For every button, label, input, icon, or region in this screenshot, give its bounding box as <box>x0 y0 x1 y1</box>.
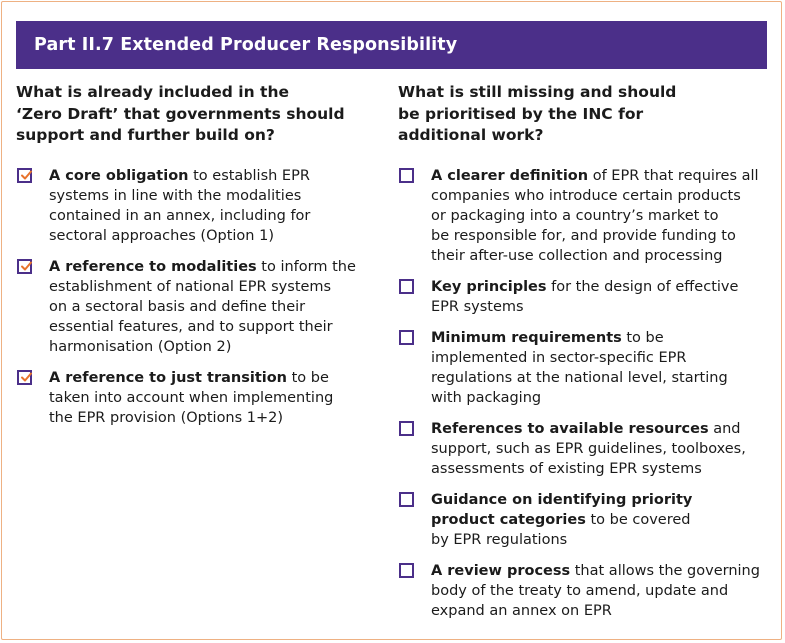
heading-line: What is still missing and should <box>398 83 677 101</box>
item-text: be responsible for, and provide funding to <box>431 227 736 244</box>
item-text-line <box>431 368 770 388</box>
empty-checkbox-icon <box>399 492 414 507</box>
item-text: their after-use collection and processing <box>431 247 723 264</box>
item-key-phrase: A core obligation <box>49 167 189 184</box>
checklist-item <box>398 419 770 479</box>
item-text: EPR systems <box>431 298 524 315</box>
checklist-item <box>398 166 770 266</box>
item-text: with packaging <box>431 389 542 406</box>
item-text: to be <box>287 369 329 386</box>
item-text: establishment of national EPR systems <box>49 278 332 295</box>
item-text-line <box>431 601 770 621</box>
item-text-line <box>431 166 770 186</box>
item-text: companies who introduce certain products <box>431 187 741 204</box>
item-text-line <box>431 297 770 317</box>
item-text: harmonisation (Option 2) <box>49 338 232 355</box>
item-text-line <box>49 368 366 388</box>
item-text-line <box>49 166 366 186</box>
item-text-line <box>431 186 770 206</box>
item-key-phrase: Key principles <box>431 278 547 295</box>
item-text-line <box>431 206 770 226</box>
item-text: expand an annex on EPR <box>431 602 612 619</box>
item-text: to inform the <box>256 258 356 275</box>
missing-heading <box>398 82 770 147</box>
item-text-line <box>431 439 770 459</box>
item-text: by EPR regulations <box>431 531 568 548</box>
checklist-item <box>398 328 770 408</box>
item-text: regulations at the national level, starting <box>431 369 728 386</box>
item-text: sectoral approaches (Option 1) <box>49 227 274 244</box>
empty-checkbox-icon <box>399 421 414 436</box>
section-header <box>16 21 767 69</box>
item-text-line <box>49 186 366 206</box>
item-text-line <box>431 328 770 348</box>
empty-checkbox-icon <box>399 279 414 294</box>
checked-checkbox-icon <box>17 370 32 385</box>
item-text: on a sectoral basis and define their <box>49 298 306 315</box>
checked-checkbox-icon <box>17 168 32 183</box>
item-text-line <box>431 490 770 510</box>
item-key-phrase: A clearer definition <box>431 167 589 184</box>
item-text: implemented in sector-specific EPR <box>431 349 687 366</box>
item-text: to be covered <box>585 511 691 528</box>
item-text: systems in line with the modalities <box>49 187 302 204</box>
item-text-line <box>49 226 366 246</box>
section-title: Part II.7 Extended Producer Responsibility <box>34 35 458 55</box>
item-text-line <box>431 581 770 601</box>
item-key-phrase: Guidance on identifying priority <box>431 491 693 508</box>
item-text: of EPR that requires all <box>588 167 759 184</box>
checked-checkbox-icon <box>17 259 32 274</box>
checklist-item <box>398 490 770 550</box>
item-text-line <box>49 257 366 277</box>
item-text-line <box>431 226 770 246</box>
included-heading <box>16 82 366 147</box>
item-key-phrase: References to available resources <box>431 420 709 437</box>
item-text-line <box>49 388 366 408</box>
included-list <box>16 166 366 428</box>
item-key-phrase: A review process <box>431 562 571 579</box>
item-text-line <box>49 317 366 337</box>
item-text-line <box>431 530 770 550</box>
checkmark-icon <box>20 169 33 182</box>
item-text-line <box>431 388 770 408</box>
item-text-line <box>431 277 770 297</box>
item-text-line <box>49 277 366 297</box>
item-text: and <box>708 420 741 437</box>
heading-line: support and further build on? <box>16 126 275 144</box>
item-text-line <box>431 419 770 439</box>
item-key-phrase: A reference to just transition <box>49 369 288 386</box>
item-text-line <box>431 348 770 368</box>
item-text-line <box>431 561 770 581</box>
item-text-line <box>431 246 770 266</box>
missing-list <box>398 166 770 621</box>
item-text-line <box>431 510 770 530</box>
item-text-line <box>49 297 366 317</box>
item-text: for the design of effective <box>546 278 739 295</box>
checklist-item <box>16 166 366 246</box>
item-text: to establish EPR <box>188 167 310 184</box>
checkmark-icon <box>20 371 33 384</box>
item-text-line <box>49 408 366 428</box>
checklist-item <box>16 368 366 428</box>
item-text: support, such as EPR guidelines, toolboxes, <box>431 440 746 457</box>
missing-column <box>398 82 770 632</box>
item-text: essential features, and to support their <box>49 318 333 335</box>
item-text: body of the treaty to amend, update and <box>431 582 729 599</box>
empty-checkbox-icon <box>399 168 414 183</box>
item-text: or packaging into a country’s market to <box>431 207 719 224</box>
item-text-line <box>431 459 770 479</box>
heading-line: be prioritised by the INC for <box>398 104 644 123</box>
heading-line: additional work? <box>398 126 544 144</box>
item-text: assessments of existing EPR systems <box>431 460 702 477</box>
checklist-item <box>16 257 366 357</box>
empty-checkbox-icon <box>399 330 414 345</box>
heading-line: ‘Zero Draft’ that governments should <box>16 104 345 123</box>
item-text: the EPR provision (Options 1+2) <box>49 409 284 426</box>
included-column <box>16 82 366 439</box>
item-key-phrase: product categories <box>431 511 586 528</box>
item-text: to be <box>621 329 664 346</box>
item-key-phrase: Minimum requirements <box>431 329 622 346</box>
checklist-item <box>398 561 770 621</box>
heading-line: What is already included in the <box>16 83 289 101</box>
item-key-phrase: A reference to modalities <box>49 258 257 275</box>
item-text-line <box>49 206 366 226</box>
checkmark-icon <box>20 260 33 273</box>
item-text: taken into account when implementing <box>49 389 334 406</box>
item-text: that allows the governing <box>570 562 760 579</box>
item-text-line <box>49 337 366 357</box>
checklist-item <box>398 277 770 317</box>
empty-checkbox-icon <box>399 563 414 578</box>
item-text: contained in an annex, including for <box>49 207 311 224</box>
